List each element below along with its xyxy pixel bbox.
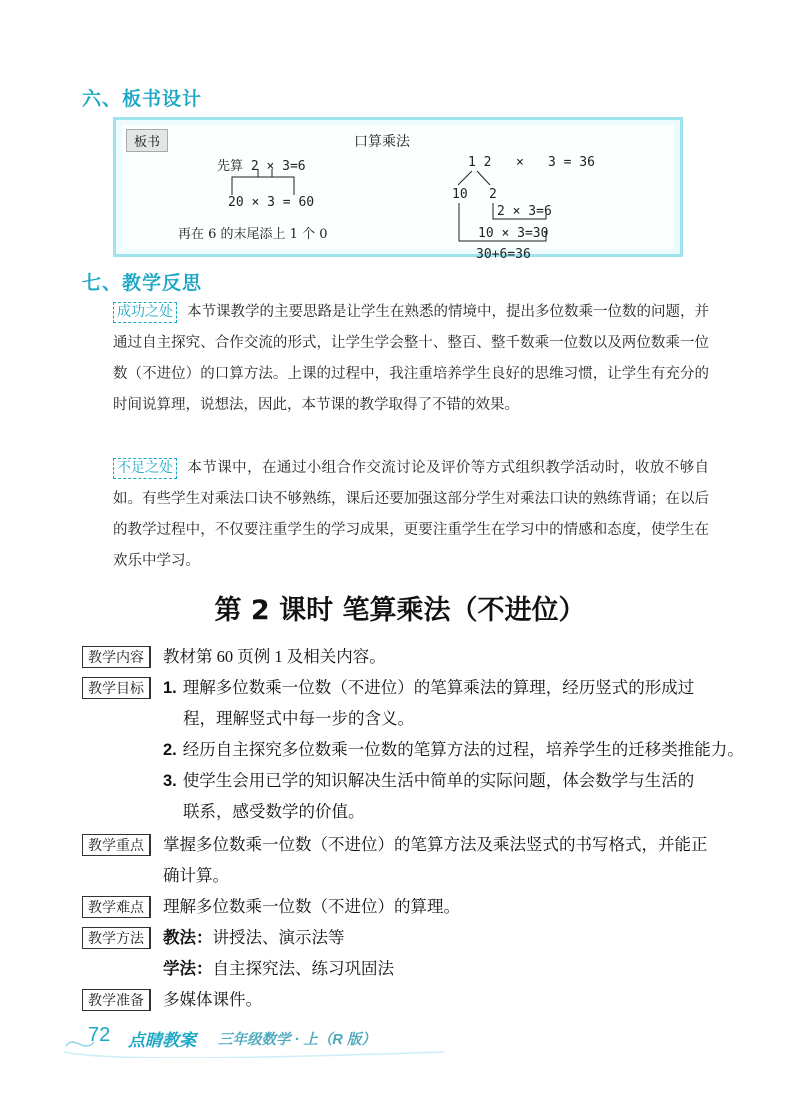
- goal1-num: 1.: [163, 679, 177, 697]
- board-right-ten: 10: [452, 187, 468, 202]
- board-right-sum: 30+6=36: [476, 247, 531, 262]
- prep-label: 教学准备: [82, 989, 151, 1011]
- success-tag: 成功之处: [113, 302, 177, 323]
- success-paragraph: [113, 297, 709, 421]
- lesson-title: 第 2 课时 笔算乘法（不进位）: [214, 595, 586, 626]
- difficulty-text: 理解多位数乘一位数（不进位）的算理。: [163, 897, 460, 916]
- board-left-line2: 20 × 3 = 60: [228, 195, 315, 210]
- content-label: 教学内容: [82, 646, 151, 668]
- goals-label: 教学目标: [82, 677, 151, 699]
- goal3-line1: 3. 使学生会用已学的知识解决生活中简单的实际问题，体会数学与生活的: [163, 771, 695, 790]
- teach-method: 教法：讲授法、演示法等: [163, 928, 345, 947]
- brand-logo: 点睛教案: [128, 1031, 196, 1050]
- success-text: 本节课教学的主要思路是让学生在熟悉的情境中，提出多位数乘一位数的问题，并通过自主探究、合作交流的形式，让学生学会整十、整百、整千数乘一位数以及两位数乘一位数（不进位）的口算方法。上课的过程中，我注重培养学生良好的思维习惯，让学生有充分的时间说算理，说想法，因此，本节课的教学取得了不错的效果。: [113, 304, 709, 413]
- board-right-step1: 2 × 3=6: [497, 204, 552, 219]
- learn-method-label: 学法：: [163, 960, 213, 978]
- shortfall-text: 本节课中，在通过小组合作交流讨论及评价等方式组织教学活动时，收放不够自如。有些学生对乘法口诀不够熟练，课后还要加强这部分学生对乘法口诀的熟练背诵；在以后的教学过程中，不仅要注重学生的学习成果，更要注重学生在学习中的情感和态度，使学生在欢乐中学习。: [113, 460, 709, 569]
- goal2-num: 2.: [163, 741, 177, 759]
- board-right-top-a: 1 2: [468, 155, 492, 170]
- shortfall-paragraph: [113, 453, 709, 577]
- goal2: 2. 经历自主探究多位数乘一位数的笔算方法的过程，培养学生的迁移类推能力。: [163, 740, 744, 759]
- blackboard-design-box: [113, 117, 683, 262]
- reflection-heading: 七、教学反思: [82, 272, 203, 294]
- board-left-line1: 先算 2 × 3=6: [217, 159, 306, 174]
- blackboard-inner: [122, 125, 674, 262]
- book-info: 三年级数学 · 上（R 版）: [218, 1032, 376, 1048]
- board-design-heading: 六、板书设计: [82, 88, 203, 110]
- difficulty-label: 教学难点: [82, 896, 151, 918]
- board-right-top-b: 3 = 36: [548, 155, 595, 170]
- page-number: 72: [88, 1024, 111, 1046]
- key-line2: 确计算。: [163, 866, 229, 885]
- teach-method-label: 教法：: [163, 929, 213, 947]
- board-right-step2: 10 × 3=30: [478, 226, 549, 241]
- shortfall-tag: 不足之处: [113, 458, 177, 479]
- prep-text: 多媒体课件。: [163, 990, 262, 1009]
- method-label: 教学方法: [82, 927, 151, 949]
- key-label: 教学重点: [82, 834, 151, 856]
- goal1-line1: 1. 理解多位数乘一位数（不进位）的笔算乘法的算理，经历竖式的形成过: [163, 678, 695, 697]
- goal1-line2: 程，理解竖式中每一步的含义。: [183, 709, 414, 728]
- board-right-two: 2: [489, 187, 497, 202]
- goal3-line2: 联系，感受数学的价值。: [183, 802, 365, 821]
- goal3-num: 3.: [163, 772, 177, 790]
- key-line1: 掌握多位数乘一位数（不进位）的笔算方法及乘法竖式的书写格式，并能正: [163, 835, 708, 854]
- board-right-top-x: ×: [516, 155, 524, 170]
- learn-method: 学法：自主探究法、练习巩固法: [163, 959, 394, 978]
- content-text: 教材第 60 页例 1 及相关内容。: [163, 647, 386, 666]
- board-tag: 板书: [126, 129, 168, 152]
- board-connector-lines: [122, 125, 678, 253]
- board-title: 口算乘法: [354, 134, 410, 150]
- board-left-line3: 再在 6 的末尾添上 1 个 0: [178, 227, 328, 242]
